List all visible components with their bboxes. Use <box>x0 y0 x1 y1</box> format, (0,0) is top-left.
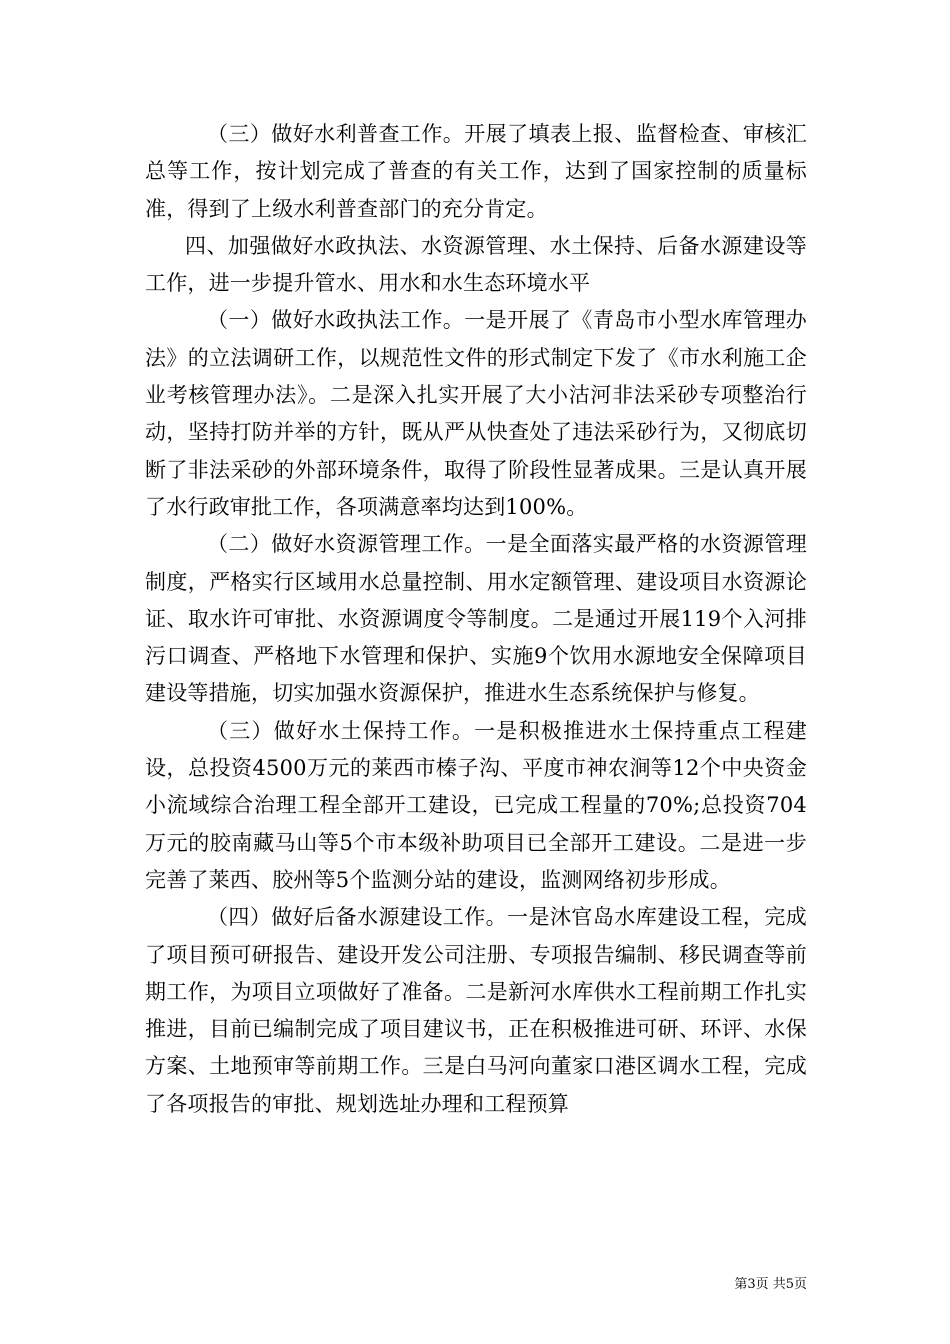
document-body <box>145 116 807 1123</box>
paragraph-backup-water-source: （四）做好后备水源建设工作。一是沐官岛水库建设工程，完成了项目预可研报告、建设开发公司注册、专项报告编制、移民调查等前期工作，为项目立项做好了准备。二是新河水库供水工程前期工作扎实推进，目前已编制完成了项目建议书，正在积极推进可研、环评、水保方案、土地预审等前期工作。三是白马河向董家口港区调水工程，完成了各项报告的审批、规划选址办理和工程预算 <box>145 905 807 1116</box>
paragraph-water-census: （三）做好水利普查工作。开展了填表上报、监督检查、审核汇总等工作，按计划完成了普查的有关工作，达到了国家控制的质量标准，得到了上级水利普查部门的充分肯定。 <box>145 122 807 221</box>
paragraph-water-resource-management: （二）做好水资源管理工作。一是全面落实最严格的水资源管理制度，严格实行区域用水总量控制、用水定额管理、建设项目水资源论证、取水许可审批、水资源调度令等制度。二是通过开展119个入河排污口调查、严格地下水管理和保护、实施9个饮用水源地安全保障项目建设等措施，切实加强水资源保护，推进水生态系统保护与修复。 <box>145 532 807 706</box>
paragraph-soil-conservation: （三）做好水土保持工作。一是积极推进水土保持重点工程建设，总投资4500万元的莱西市榛子沟、平度市神农涧等12个中央资金小流域综合治理工程全部开工建设，已完成工程量的70%;总投资704万元的胶南藏马山等5个市本级补助项目已全部开工建设。二是进一步完善了莱西、胶州等5个监测分站的建设，监测网络初步形成。 <box>145 718 807 892</box>
section-heading-four: 四、加强做好水政执法、水资源管理、水土保持、后备水源建设等工作，进一步提升管水、用水和水生态环境水平 <box>145 233 807 296</box>
page-number-footer: 第3页 共5页 <box>734 1277 807 1292</box>
paragraph-law-enforcement: （一）做好水政执法工作。一是开展了《青岛市小型水库管理办法》的立法调研工作，以规范性文件的形式制定下发了《市水利施工企业考核管理办法》。二是深入扎实开展了大小沽河非法采砂专项整治行动，坚持打防并举的方针，既从严从快查处了违法采砂行为，又彻底切断了非法采砂的外部环境条件，取得了阶段性显著成果。三是认真开展了水行政审批工作，各项满意率均达到100%。 <box>145 308 807 519</box>
